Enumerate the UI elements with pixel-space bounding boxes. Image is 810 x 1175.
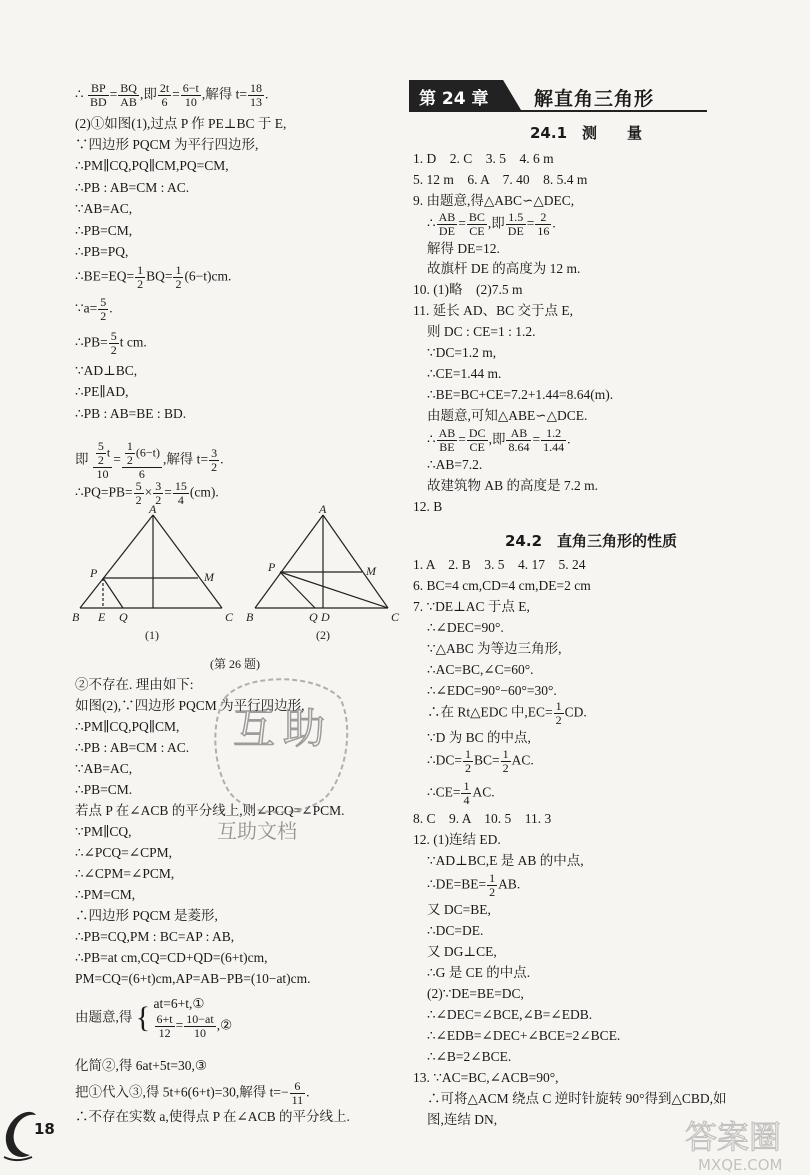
chapter-header xyxy=(409,80,707,114)
text-line: ∴PB=PQ, xyxy=(75,244,129,259)
geometry-figures xyxy=(70,505,410,655)
text-line: ∴PM∥CQ,PQ∥CM,PQ=CM, xyxy=(75,158,229,173)
fraction: $\frac{2t}{6}$ xyxy=(159,81,170,109)
text-line: ∴DC= $\frac{1}{2}$ BC= $\frac{1}{2}$ AC. xyxy=(427,747,534,775)
fraction: $\frac{6-t}{10}$ xyxy=(182,81,199,109)
text-line: (2)∵DE=BE=DC, xyxy=(427,986,524,1001)
text-line: 6. BC=4 cm,CD=4 cm,DE=2 cm xyxy=(413,578,591,593)
fig2-label-C: C xyxy=(391,610,400,624)
fig2-label-P: P xyxy=(268,560,276,574)
text-line: ∴PE∥AD, xyxy=(75,384,129,399)
text-line: ∴PM∥CQ,PQ∥CM, xyxy=(75,719,180,734)
text-line: 化简②,得 6at+5t=30,③ xyxy=(75,1058,207,1073)
text-line: ∴PB : AB=CM : AC. xyxy=(75,740,190,755)
page-number: 18 xyxy=(34,1120,55,1138)
text-line: ∴PQ=PB= $\frac{5}{2}$ × $\frac{3}{2}$ = $\frac{15}{4}$ (cm). xyxy=(75,479,219,507)
fraction: $\frac{BP}{BD}$ xyxy=(89,81,107,109)
text-line: ∴∠EDC=90°−60°=30°. xyxy=(427,683,557,698)
text-line: ∴PB=CM. xyxy=(75,782,133,797)
chapter-rule xyxy=(409,110,707,112)
fraction: $\frac{5}{2}$ xyxy=(110,329,117,357)
fig1-label-Q: Q xyxy=(119,610,128,624)
text-line: ∵AD⊥BC,E 是 AB 的中点, xyxy=(427,853,584,868)
fraction: $\frac{18}{13}$ xyxy=(250,81,263,109)
fig1-label-C: C xyxy=(225,610,234,624)
text-line: 12. (1)连结 ED. xyxy=(413,832,501,847)
text-line: 10. (1)略 (2)7.5 m xyxy=(413,282,523,297)
text-line: ②不存在. 理由如下: xyxy=(75,677,194,692)
text-line: 9. 由题意,得△ABC∽△DEC, xyxy=(413,193,575,208)
svg-text:答案圈: 答案圈 xyxy=(685,1118,782,1156)
text-line: ∴PB=CM, xyxy=(75,223,133,238)
text-line: 5. 12 m 6. A 7. 40 8. 5.4 m xyxy=(413,172,588,187)
svg-text:互: 互 xyxy=(233,704,276,753)
fraction: $\frac{BQ}{AB}$ xyxy=(120,81,137,109)
fig2-caption: (2) xyxy=(316,628,330,642)
fraction: $\frac{6}{11}$ xyxy=(291,1079,304,1107)
text-line: 11. 延长 AD、BC 交于点 E, xyxy=(413,303,574,318)
fig1-label-A: A xyxy=(149,505,157,516)
fraction: $\frac{5}{2}$ xyxy=(100,295,107,323)
text-line: ∵AD⊥BC, xyxy=(75,363,138,378)
section-title: 24.2 直角三角形的性质 xyxy=(505,532,678,550)
svg-text:助: 助 xyxy=(283,704,326,753)
text-line: ∴ $\frac{BP}{BD}$ = $\frac{BQ}{AB}$ ,即 $\frac{2t}{6}$ = $\frac{6-t}{10}$ ,解得 t= $\frac{18}{13}$ . xyxy=(75,81,269,109)
text-line: ∴PM=CM, xyxy=(75,887,136,902)
fraction: $\frac{5}{2}$ t 10 xyxy=(93,440,112,481)
fraction: $\frac{3}{2}$ xyxy=(211,446,218,474)
text-line: 12. B xyxy=(413,499,443,514)
svg-text:MXQE.COM: MXQE.COM xyxy=(698,1156,783,1174)
figure-caption: (第 26 题) xyxy=(210,657,260,671)
fig2-label-D: D xyxy=(321,610,330,624)
text-line: 1. A 2. B 3. 5 4. 17 5. 24 xyxy=(413,557,586,572)
text-line: ∵D 为 BC 的中点, xyxy=(427,730,531,745)
fig1-label-E: E xyxy=(98,610,106,624)
text-line: ∴∠DEC=90°. xyxy=(427,620,504,635)
text-line: 又 DG⊥CE, xyxy=(427,944,497,959)
section-title: 24.1 测 量 xyxy=(530,124,643,142)
fraction: $\frac{5}{2}$ xyxy=(135,479,142,507)
text-line: ∴在 Rt△EDC 中,EC= $\frac{1}{2}$ CD. xyxy=(427,699,587,727)
text-line: ∴ $\frac{AB}{BE}$ = $\frac{DC}{CE}$ ,即 $\frac{AB}{8.64}$ = $\frac{1.2}{1.44}$ . xyxy=(427,426,571,454)
text-line: ∴∠B=2∠BCE. xyxy=(427,1049,512,1064)
fraction: $\frac{1}{2}$ (6−t) 6 xyxy=(122,440,162,481)
fig1-caption: (1) xyxy=(145,628,159,642)
fig1-label-M: M xyxy=(204,570,214,584)
text-line: 解得 DE=12. xyxy=(427,241,500,256)
text-line: ∴四边形 PQCM 是菱形, xyxy=(75,908,218,923)
text-line: ∴AB=7.2. xyxy=(427,457,483,472)
text-line: ∴CE= $\frac{1}{4}$ AC. xyxy=(427,779,495,807)
text-line: 若点 P 在∠ACB 的平分线上,则∠PCQ=∠PCM. xyxy=(75,803,345,818)
text-line: (2)①如图(1),过点 P 作 PE⊥BC 于 E, xyxy=(75,116,287,131)
fig1-label-B: B xyxy=(72,610,80,624)
text-line: ∵a= $\frac{5}{2}$ . xyxy=(75,295,113,323)
text-line: ∴AC=BC,∠C=60°. xyxy=(427,662,534,677)
text-line: 图,连结 DN, xyxy=(427,1112,498,1127)
chapter-title: 解直角三角形 xyxy=(534,88,655,110)
text-line: ∴ $\frac{AB}{DE}$ = $\frac{BC}{CE}$ ,即 $\frac{1.5}{DE}$ = $\frac{2}{16}$ . xyxy=(427,210,556,238)
chapter-label: 第 24 章 xyxy=(419,89,489,109)
fig2-label-A: A xyxy=(319,505,327,516)
text-line: 把①代入③,得 5t+6(6+t)=30,解得 t=− $\frac{6}{11}$ . xyxy=(75,1079,310,1107)
text-line: ∴PB : AB=CM : AC. xyxy=(75,180,190,195)
svg-text:互助文档: 互助文档 xyxy=(217,819,297,843)
text-line: ∴不存在实数 a,使得点 P 在∠ACB 的平分线上. xyxy=(75,1109,350,1124)
text-line: ∴∠EDB=∠DEC+∠BCE=2∠BCE. xyxy=(427,1028,621,1043)
text-line: 又 DC=BE, xyxy=(427,902,491,917)
text-line: ∴BE=EQ= $\frac{1}{2}$ BQ= $\frac{1}{2}$ (6−t)cm. xyxy=(75,263,232,291)
text-line: ∴∠PCQ=∠CPM, xyxy=(75,845,172,860)
fig1-label-P: P xyxy=(90,566,98,580)
site-watermark xyxy=(680,1110,810,1175)
text-line: ∵PM∥CQ, xyxy=(75,824,132,839)
text-line: ∴PB=at cm,CQ=CD+QD=(6+t)cm, xyxy=(75,950,268,965)
text-line: ∵△ABC 为等边三角形, xyxy=(427,641,562,656)
text-line: ∴G 是 CE 的中点. xyxy=(427,965,531,980)
text-line: ∴BE=BC+CE=7.2+1.44=8.64(m). xyxy=(427,387,614,402)
dolphin-logo-icon xyxy=(2,1095,38,1165)
text-line: 故建筑物 AB 的高度是 7.2 m. xyxy=(427,478,599,493)
text-line: 如图(2),∵四边形 PQCM 为平行四边形, xyxy=(75,698,305,713)
text-line: ∴可将△ACM 绕点 C 逆时针旋转 90°得到△CBD,如 xyxy=(427,1091,727,1106)
equation-system: 由题意,得 { at=6+t,① $\frac{6+t}{12}$ = $\frac{10-at}{10}$ ,② xyxy=(75,996,233,1040)
fraction: $\frac{1}{2}$ xyxy=(137,263,144,291)
text-line: ∴∠CPM=∠PCM, xyxy=(75,866,175,881)
text-line: ∵AB=AC, xyxy=(75,201,133,216)
fig2-label-B: B xyxy=(246,610,254,624)
text-line: ∴CE=1.44 m. xyxy=(427,366,502,381)
text-line: ∴∠DEC=∠BCE,∠B=∠EDB. xyxy=(427,1007,593,1022)
fraction: $\frac{3}{2}$ xyxy=(155,479,162,507)
text-line: 7. ∵DE⊥AC 于点 E, xyxy=(413,599,530,614)
fig2-label-M: M xyxy=(366,564,376,578)
text-line: 即 $\frac{5}{2}$ t 10 = $\frac{1}{2}$ (6−t) 6 ,解得 t= $\frac{3}{2}$ . xyxy=(75,439,224,481)
text-line: ∵DC=1.2 m, xyxy=(427,345,497,360)
text-line: 1. D 2. C 3. 5 4. 6 m xyxy=(413,151,554,166)
text-line: 则 DC : CE=1 : 1.2. xyxy=(427,324,536,339)
text-line: 故旗杆 DE 的高度为 12 m. xyxy=(427,261,581,276)
fraction: $\frac{15}{4}$ xyxy=(174,479,187,507)
text-line: 13. ∵AC=BC,∠ACB=90°, xyxy=(413,1070,559,1085)
text-line: ∵四边形 PQCM 为平行四边形, xyxy=(75,137,259,152)
text-line: 由题意,可知△ABE∽△DCE. xyxy=(427,408,588,423)
fig2-label-Q: Q xyxy=(309,610,318,624)
text-line: ∴PB= $\frac{5}{2}$ t cm. xyxy=(75,329,147,357)
text-line: ∵AB=AC, xyxy=(75,761,133,776)
figure-1 xyxy=(80,515,222,608)
text-line: ∴DE=BE= $\frac{1}{2}$ AB. xyxy=(427,871,521,899)
hudong-watermark xyxy=(205,668,355,848)
text-line: ∴PB : AB=BE : BD. xyxy=(75,406,187,421)
text-line: ∴PB=CQ,PM : BC=AP : AB, xyxy=(75,929,235,944)
text-line: PM=CQ=(6+t)cm,AP=AB−PB=(10−at)cm. xyxy=(75,971,311,986)
text-line: 8. C 9. A 10. 5 11. 3 xyxy=(413,811,552,826)
text-line: ∴DC=DE. xyxy=(427,923,484,938)
fraction: $\frac{1}{2}$ xyxy=(175,263,182,291)
